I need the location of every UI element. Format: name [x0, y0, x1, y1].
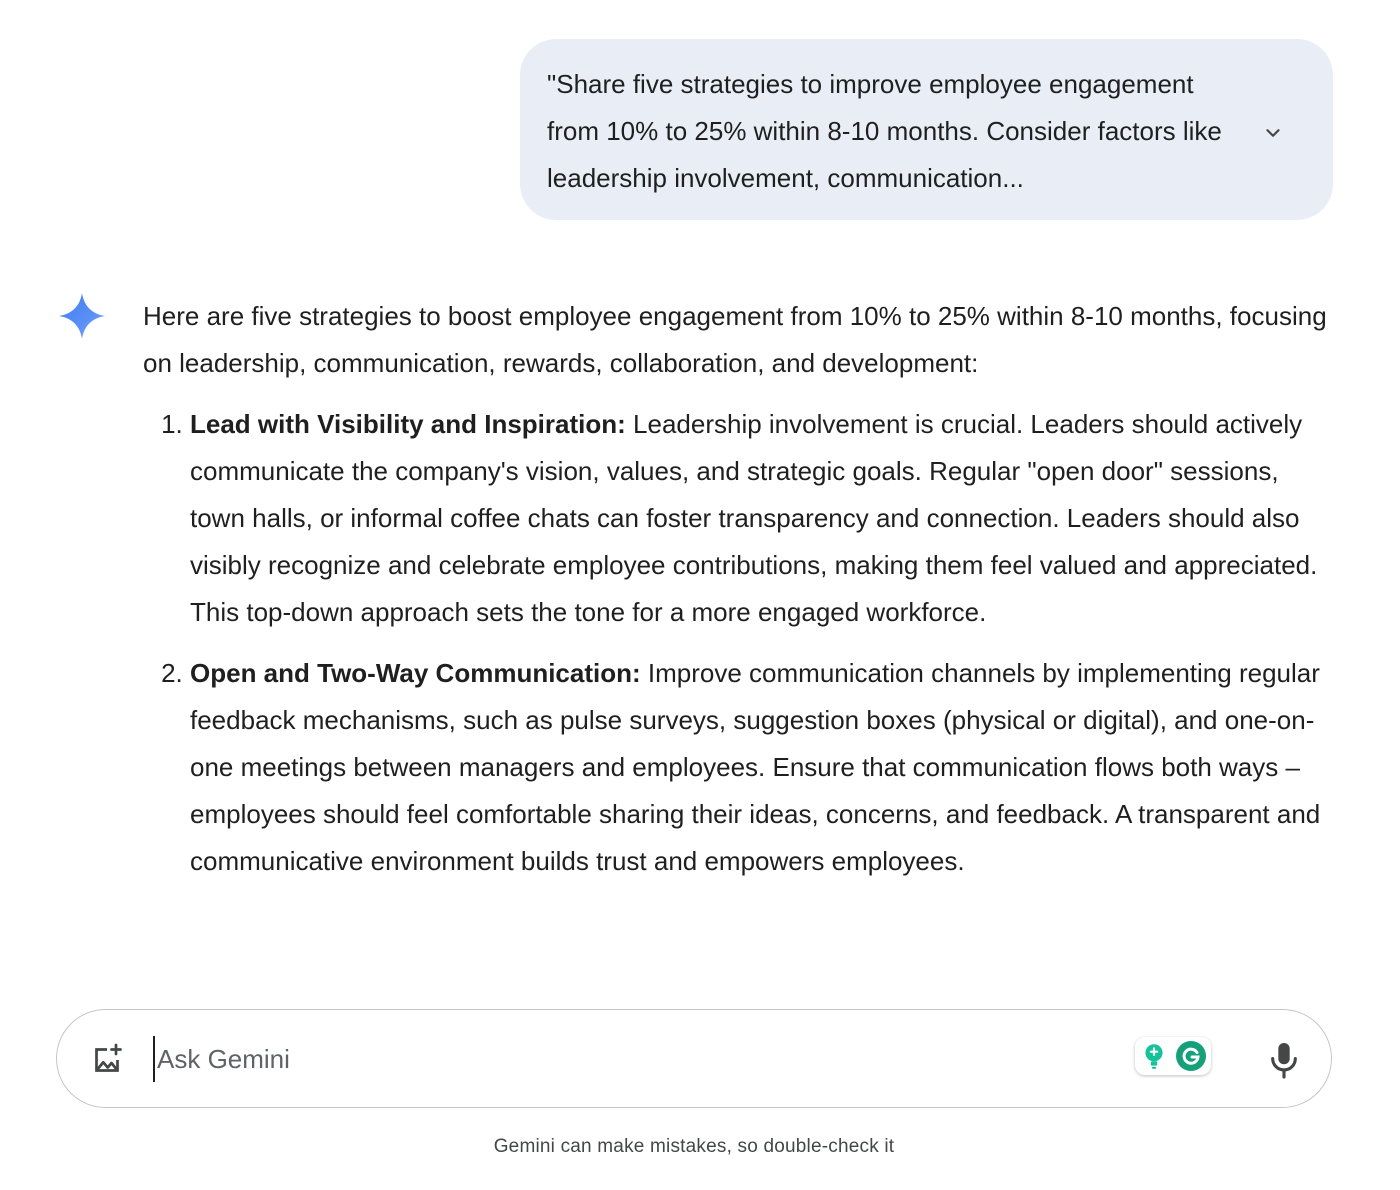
chevron-down-icon — [1262, 122, 1284, 144]
lightbulb-icon — [1141, 1041, 1167, 1071]
list-item-title: Open and Two-Way Communication: — [190, 658, 641, 688]
list-item — [190, 401, 1333, 636]
user-prompt-bubble — [520, 39, 1333, 220]
list-item-body: Leadership involvement is crucial. Leaders should actively communicate the company's vision, values, and strategic goals. Regular "open door" sessions, town halls, or informal coffee chats can foster transparency and connection. Leaders should also visibly recognize and celebrate employee contributions, making them feel valued and appreciated. This top-down approach sets the tone for a more engaged workforce. — [190, 409, 1318, 627]
gemini-response — [143, 293, 1333, 993]
grammarly-widget[interactable] — [1135, 1037, 1211, 1075]
user-prompt-text: "Share five strategies to improve employee engagement from 10% to 25% within 8-10 months. Consider factors like leadership involvement, communication... — [547, 69, 1222, 193]
gemini-spark-icon — [58, 292, 106, 340]
list-item — [190, 650, 1333, 885]
ask-gemini-input[interactable] — [153, 1036, 1057, 1082]
list-item-title: Lead with Visibility and Inspiration: — [190, 409, 626, 439]
response-intro: Here are five strategies to boost employee engagement from 10% to 25% within 8-10 months, focusing on leadership, communication, rewards, collaboration, and development: — [143, 301, 1327, 378]
add-image-button[interactable] — [89, 1042, 125, 1078]
microphone-icon — [1267, 1040, 1301, 1080]
grammarly-icon — [1175, 1040, 1207, 1072]
prompt-input-bar — [56, 1009, 1332, 1108]
microphone-button[interactable] — [1267, 1040, 1301, 1080]
disclaimer-text: Gemini can make mistakes, so double-check it — [493, 1136, 895, 1157]
strategy-list — [143, 401, 1333, 885]
expand-prompt-button[interactable] — [1259, 119, 1287, 147]
add-image-icon — [89, 1042, 125, 1078]
list-item-body: Improve communication channels by implementing regular feedback mechanisms, such as pulse surveys, suggestion boxes (physical or digital), and one-on-one meetings between managers and employees. Ensure that communication flows both ways – employees should feel comfortable sharing their ideas, concerns, and feedback. A transparent and communicative environment builds trust and empowers employees. — [190, 658, 1321, 876]
